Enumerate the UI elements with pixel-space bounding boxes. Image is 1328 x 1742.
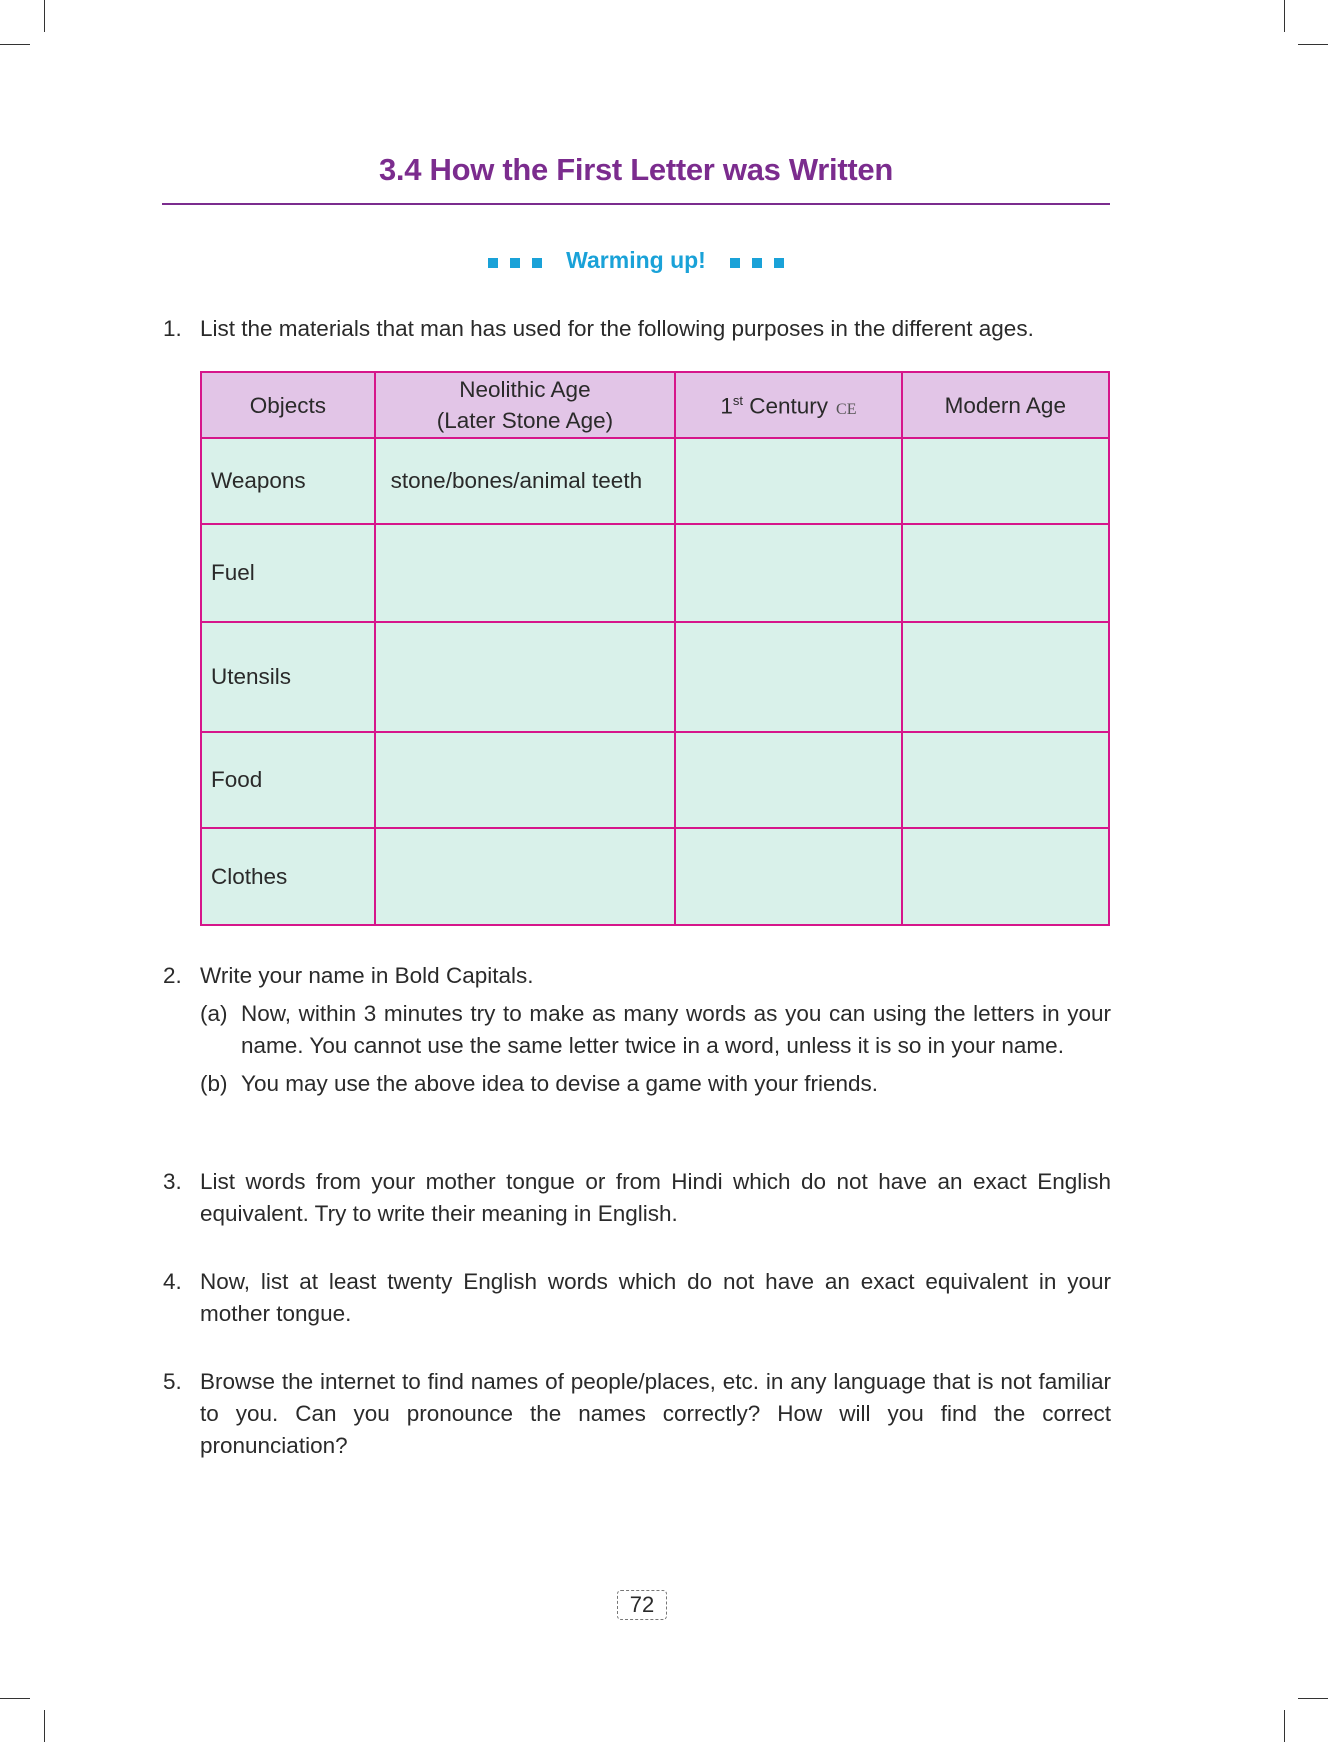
modern-cell	[902, 828, 1109, 925]
question-text: Browse the internet to find names of people/places, etc. in any language that is not familiar to you. Can you pronounce the names correctly? How will you find the correct pronunciation?	[200, 1369, 1111, 1458]
neolithic-cell	[375, 828, 676, 925]
crop-mark	[0, 44, 30, 45]
century-cell	[675, 828, 901, 925]
question-4	[163, 1266, 1111, 1330]
row-label: Clothes	[201, 828, 375, 925]
question-5	[163, 1366, 1111, 1462]
question-text: List the materials that man has used for the following purposes in the different ages.	[200, 316, 1034, 341]
question-1	[163, 313, 1111, 345]
row-label: Utensils	[201, 622, 375, 732]
table-header-row	[201, 372, 1109, 438]
crop-mark	[0, 1698, 30, 1699]
modern-cell	[902, 524, 1109, 622]
table-row	[201, 524, 1109, 622]
table-row	[201, 732, 1109, 828]
table-row	[201, 828, 1109, 925]
modern-cell	[902, 622, 1109, 732]
sub-question-text: You may use the above idea to devise a game with your friends.	[241, 1071, 879, 1096]
century-cell	[675, 524, 901, 622]
table-row	[201, 438, 1109, 524]
question-2	[163, 960, 1111, 1100]
sub-question-label: (a)	[200, 1001, 228, 1026]
question-number: 4.	[163, 1269, 182, 1294]
bullet-squares	[482, 248, 548, 275]
crop-mark	[44, 0, 45, 32]
sub-question-b	[200, 1068, 1111, 1100]
page-number: 72	[617, 1590, 667, 1620]
table-row	[201, 622, 1109, 732]
header-first-century: 1st Century CE	[675, 372, 901, 438]
question-number: 2.	[163, 963, 182, 988]
question-text: Now, list at least twenty English words which do not have an exact equivalent in your mother tongue.	[200, 1269, 1111, 1326]
warming-up-label: Warming up!	[566, 247, 706, 273]
sub-question-a	[200, 998, 1111, 1062]
sub-question-label: (b)	[200, 1071, 228, 1096]
neolithic-cell: stone/bones/animal teeth	[375, 438, 676, 524]
header-neolithic: Neolithic Age (Later Stone Age)	[375, 372, 676, 438]
modern-cell	[902, 438, 1109, 524]
question-number: 5.	[163, 1369, 182, 1394]
century-cell	[675, 438, 901, 524]
sub-question-text: Now, within 3 minutes try to make as many words as you can using the letters in your name. You cannot use the same letter twice in a word, unless it is so in your name.	[241, 1001, 1111, 1058]
crop-mark	[44, 1710, 45, 1742]
neolithic-cell	[375, 732, 676, 828]
question-text: List words from your mother tongue or from Hindi which do not have an exact English equivalent. Try to write their meaning in English.	[200, 1169, 1111, 1226]
question-number: 3.	[163, 1169, 182, 1194]
crop-mark	[1284, 1710, 1285, 1742]
header-objects: Objects	[201, 372, 375, 438]
neolithic-cell	[375, 622, 676, 732]
century-cell	[675, 732, 901, 828]
modern-cell	[902, 732, 1109, 828]
section-heading	[162, 247, 1110, 275]
crop-mark	[1284, 0, 1285, 32]
row-label: Food	[201, 732, 375, 828]
row-label: Weapons	[201, 438, 375, 524]
bullet-squares	[724, 248, 790, 275]
crop-mark	[1298, 1698, 1328, 1699]
century-cell	[675, 622, 901, 732]
materials-table	[200, 371, 1110, 926]
crop-mark	[1298, 44, 1328, 45]
question-text: Write your name in Bold Capitals.	[200, 963, 534, 988]
page-title: 3.4 How the First Letter was Written	[378, 152, 893, 187]
row-label: Fuel	[201, 524, 375, 622]
question-number: 1.	[163, 316, 182, 341]
neolithic-cell	[375, 524, 676, 622]
question-3	[163, 1166, 1111, 1230]
header-modern-age: Modern Age	[902, 372, 1109, 438]
title-rule	[162, 203, 1110, 205]
